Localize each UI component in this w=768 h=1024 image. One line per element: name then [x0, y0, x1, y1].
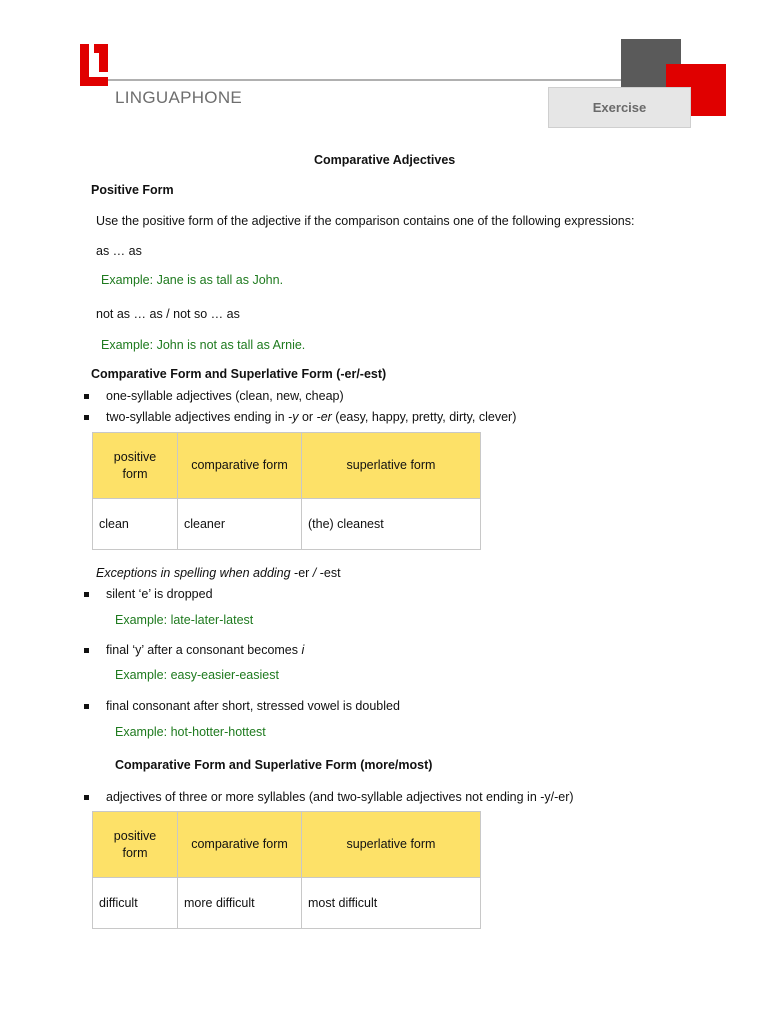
logo-text: LINGUAPHONE: [115, 88, 243, 107]
positive-form-intro: Use the positive form of the adjective if the comparison contains one of the following expressions:: [96, 214, 635, 228]
bullet-icon: [84, 592, 89, 597]
exception-example-late: Example: late-later-latest: [115, 613, 254, 627]
table-cell-superlative: (the) cleanest: [302, 499, 481, 550]
table-cell-positive: difficult: [93, 878, 178, 929]
table-cell-comparative: cleaner: [178, 499, 302, 550]
expression-as-as: as … as: [96, 244, 142, 258]
table-header-positive: positive form: [93, 812, 178, 878]
exception-example-easy: Example: easy-easier-easiest: [115, 668, 279, 682]
exception-rule-doubled: final consonant after short, stressed vowel is doubled: [106, 699, 400, 713]
table-header-positive: positive form: [93, 433, 178, 499]
header-divider: [108, 79, 624, 81]
table-header-superlative: superlative form: [302, 433, 481, 499]
table-cell-comparative: more difficult: [178, 878, 302, 929]
er-est-heading: Comparative Form and Superlative Form (-er/-est): [91, 367, 387, 381]
example-as-as: Example: Jane is as tall as John.: [101, 273, 284, 287]
er-est-bullet-two-syllable: two-syllable adjectives ending in -y or -er (easy, happy, pretty, dirty, clever): [106, 410, 517, 424]
more-most-bullet: adjectives of three or more syllables (and two-syllable adjectives not ending in -y/-er): [106, 790, 574, 804]
bullet-icon: [84, 648, 89, 653]
linguaphone-logo-icon: [80, 44, 110, 86]
example-not-as: Example: John is not as tall as Arnie.: [101, 338, 306, 352]
exception-rule-silent-e: silent ‘e’ is dropped: [106, 587, 213, 601]
table-cell-superlative: most difficult: [302, 878, 481, 929]
exceptions-intro: Exceptions in spelling when adding -er / -est: [96, 566, 341, 580]
exercise-label: Exercise: [548, 87, 691, 128]
more-most-heading: Comparative Form and Superlative Form (more/most): [115, 758, 433, 772]
table-header-comparative: comparative form: [178, 433, 302, 499]
bullet-icon: [84, 415, 89, 420]
bullet-icon: [84, 704, 89, 709]
table-cell-positive: clean: [93, 499, 178, 550]
table-header-comparative: comparative form: [178, 812, 302, 878]
bullet-icon: [84, 394, 89, 399]
bullet-icon: [84, 795, 89, 800]
page-title: Comparative Adjectives: [314, 153, 456, 167]
exception-example-hot: Example: hot-hotter-hottest: [115, 725, 266, 739]
er-est-table: [92, 432, 481, 550]
positive-form-heading: Positive Form: [91, 183, 174, 197]
exception-rule-final-y: final ‘y’ after a consonant becomes i: [106, 643, 305, 657]
table-header-superlative: superlative form: [302, 812, 481, 878]
er-est-bullet-one-syllable: one-syllable adjectives (clean, new, cheap): [106, 389, 344, 403]
more-most-table: [92, 811, 481, 929]
expression-not-as: not as … as / not so … as: [96, 307, 240, 321]
